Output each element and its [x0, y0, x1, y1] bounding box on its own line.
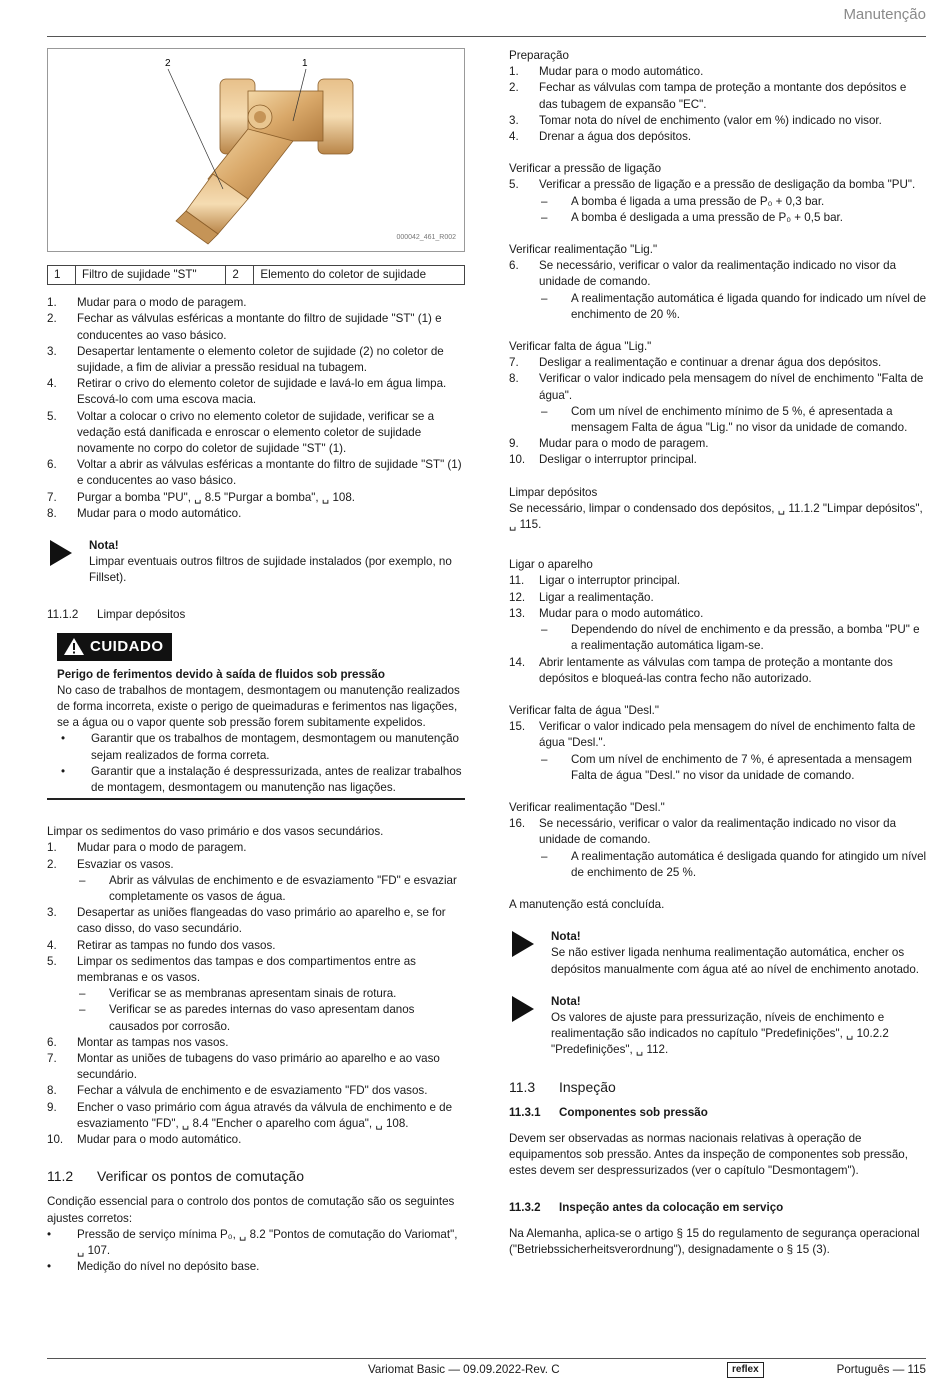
- list-item: 6. Voltar a abrir as válvulas esféricas a montante do filtro de sujidade "ST" (1) e conducentes ao vaso básico.: [47, 458, 462, 488]
- verify-pressure-title: Verificar a pressão de ligação: [509, 162, 662, 176]
- sub-item: – A realimentação automática é ligada quando for indicado um nível de enchimento de 20 %.: [541, 291, 927, 321]
- caution-title: Perigo de ferimentos devido à saída de fluidos sob pressão: [57, 667, 385, 681]
- note-arrow-icon: [509, 994, 535, 1024]
- list-item: 14. Abrir lentamente as válvulas com tampa de proteção a montante dos depósitos e bloqueá-las contra fecho não autorizado.: [509, 655, 893, 685]
- list-item: 8. Mudar para o modo automático.: [47, 506, 242, 520]
- list-item: 3. Tomar nota do nível de enchimento (valor em %) indicado no visor.: [509, 113, 882, 127]
- page-header-title: Manutenção: [843, 6, 926, 23]
- figure-legend: [47, 265, 465, 285]
- switch-on-title: Ligar o aparelho: [509, 558, 593, 572]
- list-item: 8. Verificar o valor indicado pela mensagem do nível de enchimento "Falta de água".: [509, 372, 924, 402]
- sub-item: – Verificar se as paredes internas do vaso apresentam danos causados por corrosão.: [79, 1003, 415, 1033]
- note-box: Nota! Se não estiver ligada nenhuma realimentação automática, encher os depósitos manualmente com água até ao nível de enchimento anotado.: [509, 929, 927, 978]
- list-item: 5. Limpar os sedimentos das tampas e dos compartimentos entre as membranas e os vasos.: [47, 954, 416, 985]
- list-item: 7. Desligar a realimentação e continuar a drenar água dos depósitos.: [509, 356, 882, 370]
- list-item: 12. Ligar a realimentação.: [509, 590, 654, 604]
- sub-item: – Com um nível de enchimento mínimo de 5 %, é apresentada a mensagem Falta de água "Lig." no visor da unidade de comando.: [541, 404, 908, 435]
- list-item: 10. Mudar para o modo automático.: [47, 1133, 242, 1147]
- list-item: 6. Se necessário, verificar o valor da realimentação indicado no visor da unidade de comando.: [509, 259, 897, 289]
- list-item: 2. Esvaziar os vasos.: [47, 857, 174, 871]
- list-item: 13. Mudar para o modo automático.: [509, 606, 704, 620]
- sub-item: – A realimentação automática é desligada quando for atingido um nível de enchimento de 25 %.: [541, 849, 927, 879]
- clean-intro: Limpar os sedimentos do vaso primário e dos vasos secundários.: [47, 825, 384, 839]
- verify-water-shortage-on-title: Verificar falta de água "Lig.": [509, 340, 652, 354]
- list-item: 15. Verificar o valor indicado pela mensagem do nível de enchimento falta de água "Desl.".: [509, 720, 916, 750]
- list-item: • Garantir que os trabalhos de montagem, desmontagem ou manutenção sejam realizados de forma correta.: [61, 732, 459, 762]
- clean-tanks-title: Limpar depósitos: [509, 485, 598, 499]
- list-item: 9. Encher o vaso primário com água através da válvula de enchimento e de esvaziamento "FD", ␣ 8.4 "Encher o aparelho com água", ␣ 108.: [47, 1100, 453, 1130]
- header-rule: [47, 36, 926, 37]
- list-item: 16. Se necessário, verificar o valor da realimentação indicado no visor da unidade de comando.: [509, 817, 897, 847]
- list-item: 6. Montar as tampas nos vasos.: [47, 1035, 229, 1049]
- list-item: 2. Fechar as válvulas com tampa de proteção a montante dos depósitos e das tubagem de expansão "EC".: [509, 81, 907, 111]
- dirt-filter-figure: [47, 48, 465, 252]
- list-item: • Medição do nível no depósito base.: [47, 1260, 260, 1274]
- list-item: 5. Verificar a pressão de ligação e a pressão de desligação da bomba "PU".: [509, 178, 916, 192]
- list-item: 4. Drenar a água dos depósitos.: [509, 130, 692, 144]
- section-11-2-intro: Condição essencial para o controlo dos pontos de comutação são os seguintes ajustes corretos:: [47, 1195, 455, 1225]
- sub-item: – Verificar se as membranas apresentam sinais de rotura.: [79, 987, 397, 1001]
- footer-rule: [47, 1358, 926, 1359]
- verify-refill-off-title: Verificar realimentação "Desl.": [509, 800, 665, 814]
- list-item: 7. Montar as uniões de tubagens do vaso primário ao aparelho e ao vaso secundário.: [47, 1052, 440, 1082]
- reflex-logo: reflex: [727, 1362, 764, 1378]
- sub-item: – Com um nível de enchimento de 7 %, é apresentada a mensagem Falta de água "Desl." no visor da unidade de comando.: [541, 752, 912, 782]
- section-11-3-1-text: Devem ser observadas as normas nacionais relativas à operação de equipamentos sob pressão. Antes da inspeção de componentes sob pressão, estes devem ser despressurizados (ver o capítulo "Desmontagem").: [509, 1131, 908, 1178]
- filter-steps: [47, 295, 465, 522]
- legend-num-1: 1: [48, 266, 76, 285]
- list-item: 1. Mudar para o modo automático.: [509, 65, 704, 79]
- prep-title: Preparação: [509, 49, 569, 62]
- list-item: 3. Desapertar lentamente o elemento coletor de sujidade (2) no coletor de sujidade, a fim de aliviar a pressão residual na tubagem.: [47, 344, 444, 375]
- note-arrow-icon: [47, 538, 73, 568]
- list-item: 3. Desapertar as uniões flangeadas do vaso primário ao aparelho e, se for caso disso, do vaso secundário.: [47, 906, 446, 936]
- list-item: 2. Fechar as válvulas esféricas a montante do filtro de sujidade "ST" (1) e conducentes ao vaso básico.: [47, 312, 442, 342]
- clean-tanks-text[interactable]: Se necessário, limpar o condensado dos depósitos, ␣ 11.1.2 "Limpar depósitos", ␣ 115.: [509, 501, 923, 532]
- sub-item: – Dependendo do nível de enchimento e da pressão, a bomba "PU" e a realimentação automática ligam-se.: [541, 623, 920, 653]
- maintenance-done: A manutenção está concluída.: [509, 897, 665, 911]
- caution-text: No caso de trabalhos de montagem, desmontagem ou manutenção realizados de forma incorreta, existe o perigo de queimaduras e ferimentos nas ligações, se a água ou o vapor quente sob pressão forem subitamente expelidos.: [57, 683, 460, 730]
- caution-box: [47, 633, 465, 800]
- sub-item: – A bomba é desligada a uma pressão de P₀ + 0,5 bar.: [541, 210, 843, 224]
- list-item: 5. Voltar a colocar o crivo no elemento coletor de sujidade, verificar se a vedação está danificada e enroscar o elemento coletor de sujidade novamente no corpo do coletor de sujidade "ST" (1).: [47, 409, 435, 456]
- section-heading-11-3: 11.3 Inspeção: [509, 1078, 616, 1095]
- right-column: [509, 48, 927, 1258]
- note-title: Nota!: [89, 539, 119, 553]
- verify-water-shortage-off-title: Verificar falta de água "Desl.": [509, 703, 660, 717]
- dirt-filter-illustration: [48, 49, 464, 251]
- list-item: 8. Fechar a válvula de enchimento e de esvaziamento "FD" dos vasos.: [47, 1084, 428, 1098]
- left-column: [47, 48, 465, 1275]
- note-box: [47, 538, 465, 587]
- list-item: 9. Mudar para o modo de paragem.: [509, 437, 709, 451]
- legend-num-2: 2: [226, 266, 254, 285]
- footer-doc-info: Variomat Basic — 09.09.2022-Rev. C: [368, 1363, 560, 1376]
- note-arrow-icon: [509, 929, 535, 959]
- section-heading-11-3-1: 11.3.1 Componentes sob pressão: [509, 1105, 708, 1119]
- callout-2: 2: [165, 58, 171, 69]
- caution-badge: CUIDADO: [57, 633, 172, 661]
- list-item: • Garantir que a instalação é despressurizada, antes de realizar trabalhos de montagem, desmontagem ou manutenção nas ligações.: [61, 764, 462, 794]
- note-text: Limpar eventuais outros filtros de sujidade instalados (por exemplo, no Fillset).: [89, 555, 452, 585]
- list-item: • Pressão de serviço mínima P₀, ␣ 8.2 "Pontos de comutação do Variomat", ␣ 107.: [47, 1227, 458, 1258]
- sub-item: – Abrir as válvulas de enchimento e de esvaziamento "FD" e esvaziar completamente os vasos de água.: [79, 873, 457, 903]
- legend-label-1: Filtro de sujidade "ST": [76, 266, 226, 285]
- section-heading-11-1-2: 11.1.2 Limpar depósitos: [47, 607, 186, 621]
- verify-refill-on-title: Verificar realimentação "Lig.": [509, 243, 658, 257]
- warning-triangle-icon: [63, 637, 85, 656]
- footer-page-info: Português — 115: [836, 1363, 926, 1376]
- legend-label-2: Elemento do coletor de sujidade: [254, 266, 465, 285]
- list-item: 10. Desligar o interruptor principal.: [509, 453, 697, 467]
- note-box: Nota! Os valores de ajuste para pressurização, níveis de enchimento e realimentação são indicados no capítulo "Predefinições", ␣ 10.2.2 "Predefinições", ␣ 112.: [509, 994, 927, 1059]
- list-item: 7. Purgar a bomba "PU", ␣ 8.5 "Purgar a bomba", ␣ 108.: [47, 490, 356, 504]
- list-item: 11. Ligar o interruptor principal.: [509, 574, 681, 588]
- sub-item: – A bomba é ligada a uma pressão de P₀ + 0,3 bar.: [541, 194, 825, 208]
- list-item: 4. Retirar as tampas no fundo dos vasos.: [47, 938, 276, 952]
- figure-code: 000042_461_R002: [396, 233, 456, 241]
- list-item: 4. Retirar o crivo do elemento coletor de sujidade e lavá-lo em água limpa. Escová-lo com uma escova macia.: [47, 377, 447, 407]
- list-item: 1. Mudar para o modo de paragem.: [47, 841, 247, 855]
- section-heading-11-3-2: 11.3.2 Inspeção antes da colocação em serviço: [509, 1200, 784, 1214]
- callout-1: 1: [302, 58, 308, 69]
- list-item: 1. Mudar para o modo de paragem.: [47, 296, 247, 310]
- section-heading-11-2: 11.2 Verificar os pontos de comutação: [47, 1168, 305, 1185]
- section-11-3-2-text: Na Alemanha, aplica-se o artigo § 15 do regulamento de segurança operacional ("Betriebssicherheitsverordnung"), designadamente o § 15 (3).: [509, 1226, 920, 1256]
